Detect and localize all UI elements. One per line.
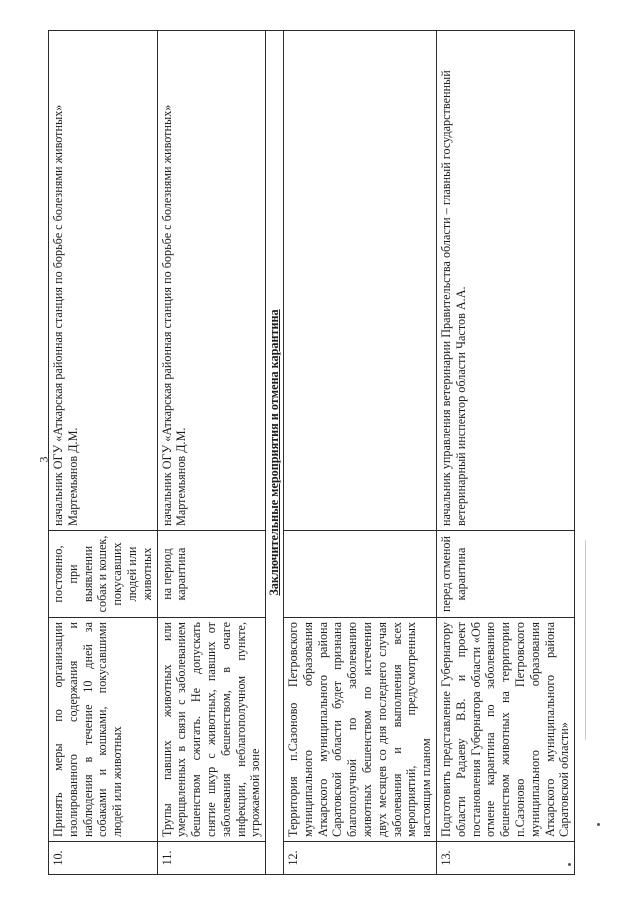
section-title: Заключительные мероприятия и отмена карантина [266, 31, 284, 875]
term-text: перед отменой карантина [436, 531, 574, 618]
measure-text: Принять меры по организации изолированного содержания и наблюдения в течение 10 дней за собаками и кошками, покусавшими людей или животных [49, 618, 158, 842]
measure-text: Территория п.Сазоново Петровского муниципального образования Аткарского муниципального района Саратовской области будет признана благополучной по заболеванию животных бешенством по истечении двух месяцев со дня последнего случая заболевания и выполнения всех мероприятий, предусмотренных настоящим планом [283, 618, 436, 842]
row-number: 13. [436, 842, 574, 875]
measure-text: Трупы павших животных или умерщвленных в связи с заболеванием бешенством сжигать. Не допускать снятие шкур с животных, павших от заболевания бешенством, в очаге инфекции, неблагополучном пункте, угрожаемой зоне [157, 618, 266, 842]
rotated-table-wrapper [48, 30, 593, 875]
section-header-row [266, 31, 284, 875]
table-row [436, 31, 574, 875]
responsible-text: начальник ОГУ «Аткарская районная станция по борьбе с болезнями животных» Мартемьянов Д.М. [49, 31, 158, 531]
term-text: на период карантина [157, 531, 266, 618]
table-row [157, 31, 266, 875]
table-row [49, 31, 158, 875]
term-text [283, 531, 436, 618]
row-number: 12. [283, 842, 436, 875]
measures-table [48, 30, 575, 875]
responsible-text: начальник ОГУ «Аткарская районная станция по борьбе с болезнями животных» Мартемьянов Д.М. [157, 31, 266, 531]
scan-speck [597, 823, 600, 826]
responsible-text [283, 31, 436, 531]
measure-text: Подготовить представление Губернатору области Радаеву В.В. и проект постановления Губернатора области «Об отмене карантина по заболеванию бешенством животных на территории п.Сазоново Петровского муниципального образования Аткарского муниципального района Саратовской области» [436, 618, 574, 842]
term-text: постоянно, при выявлении собак и кошек, покусавших людей или животных [49, 531, 158, 618]
row-number: 10. [49, 842, 158, 875]
responsible-text: начальник управления ветеринарии Правительства области – главный государственный ветеринарный инспектор области Частов А.А. [436, 31, 574, 531]
page-number: 3 [36, 456, 51, 463]
table-row [283, 31, 436, 875]
row-number: 11. [157, 842, 266, 875]
